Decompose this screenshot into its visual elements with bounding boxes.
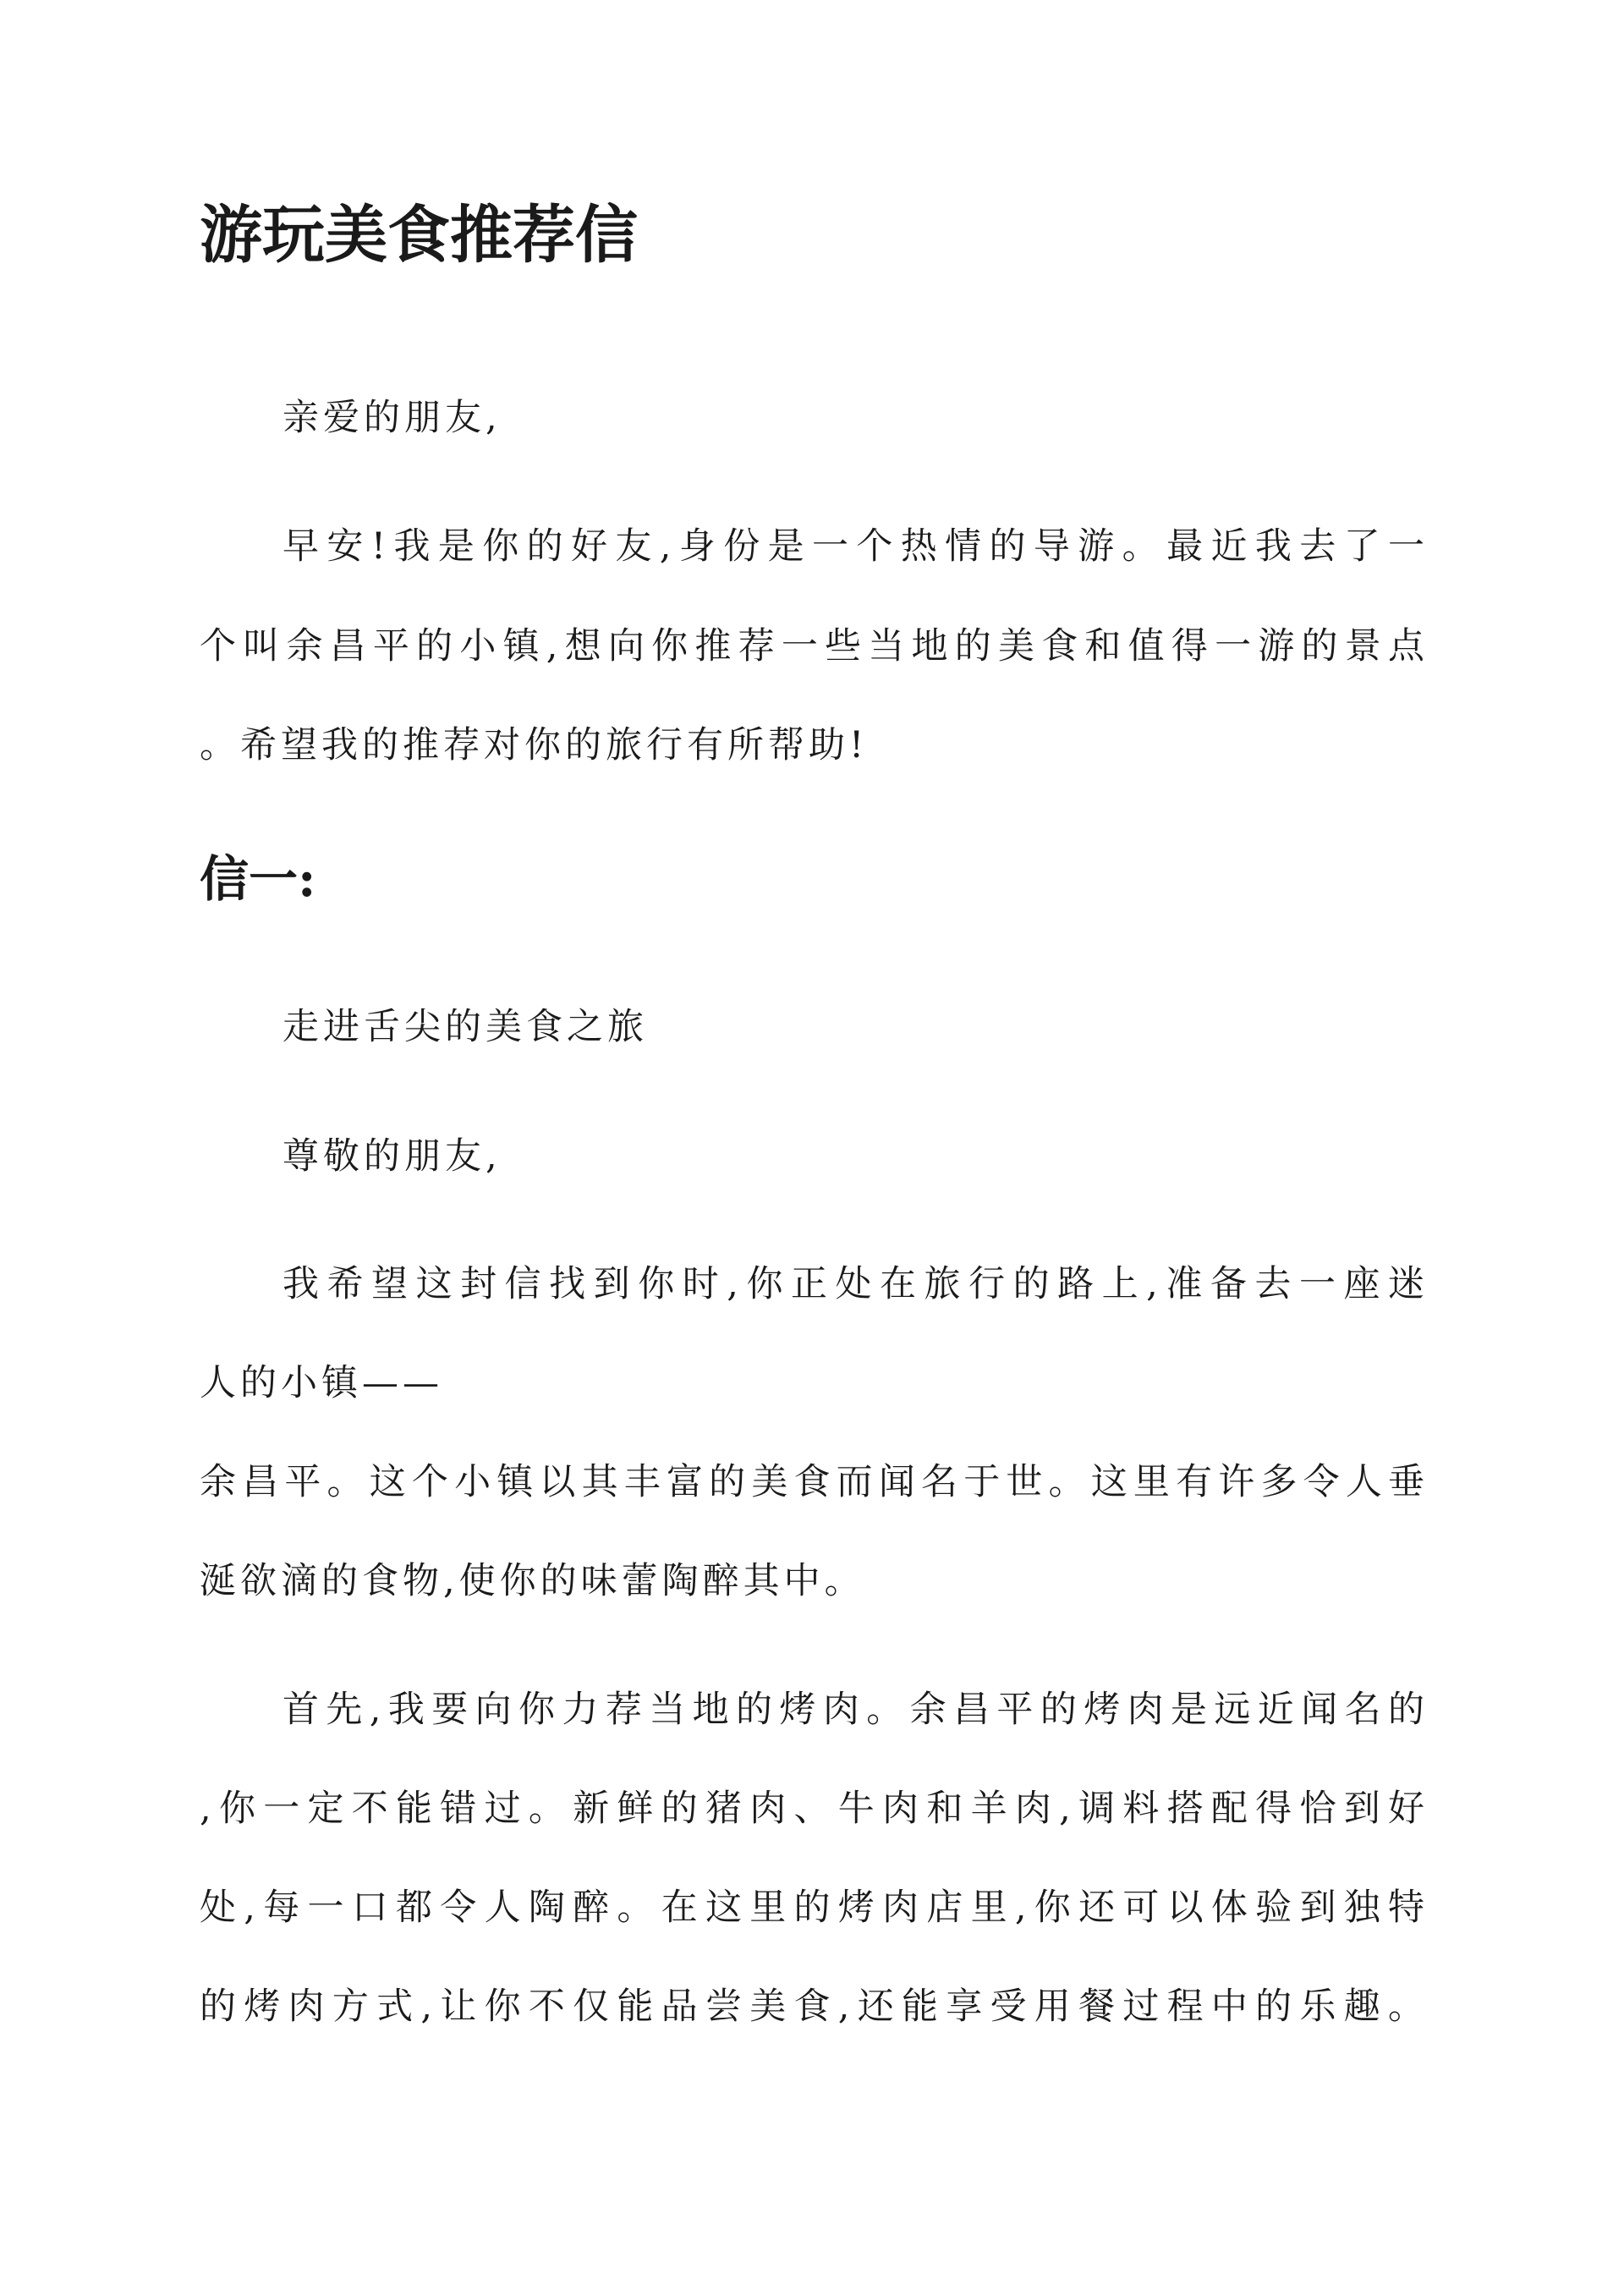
- paragraph-line: 的烤肉方式,让你不仅能品尝美食,还能享受用餐过程中的乐趣。: [200, 1986, 1424, 2028]
- paragraph-line: 我希望这封信找到你时,你正处在旅行的路上,准备去一座迷: [283, 1263, 1424, 1305]
- greeting: 亲爱的朋友,: [283, 397, 502, 439]
- intro-line: 。希望我的推荐对你的旅行有所帮助!: [200, 724, 869, 766]
- paragraph-line: ,你一定不能错过。新鲜的猪肉、牛肉和羊肉,调料搭配得恰到好: [200, 1788, 1424, 1830]
- intro-line: 早安!我是你的好友,身份是一个热情的导游。最近我去了一: [283, 525, 1424, 568]
- letter-subtitle: 走进舌尖的美食之旅: [283, 1006, 648, 1048]
- section-heading: 信一:: [200, 850, 316, 908]
- paragraph-line: 人的小镇——: [200, 1362, 443, 1404]
- intro-line: 个叫余昌平的小镇,想向你推荐一些当地的美食和值得一游的景点: [200, 625, 1424, 667]
- paragraph-line: 余昌平。这个小镇以其丰富的美食而闻名于世。这里有许多令人垂: [200, 1461, 1424, 1503]
- paragraph-line: 处,每一口都令人陶醉。在这里的烤肉店里,你还可以体验到独特: [200, 1887, 1424, 1929]
- paragraph-line: 首先,我要向你力荐当地的烤肉。余昌平的烤肉是远近闻名的: [283, 1689, 1424, 1731]
- paragraph-line: 涎欲滴的食物,使你的味蕾陶醉其中。: [200, 1560, 865, 1602]
- letter-salutation: 尊敬的朋友,: [283, 1135, 502, 1178]
- document-title: 游玩美食推荐信: [200, 199, 638, 272]
